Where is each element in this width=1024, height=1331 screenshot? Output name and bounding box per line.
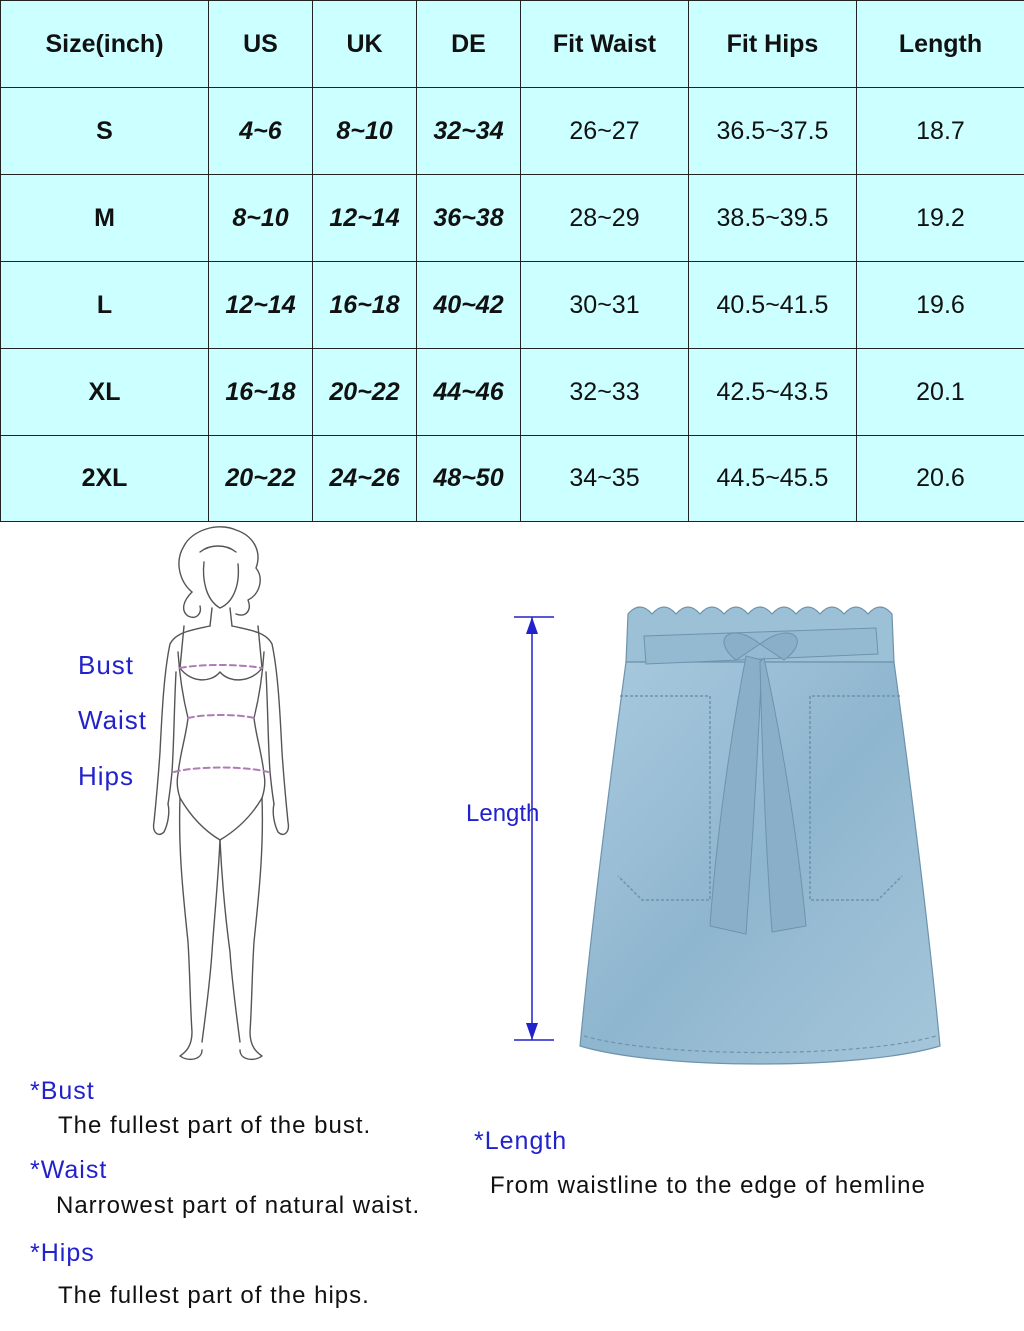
header-uk: UK xyxy=(313,1,417,88)
cell-length: 19.2 xyxy=(857,175,1024,262)
body-figure-illustration xyxy=(140,522,300,1072)
cell-de: 48~50 xyxy=(417,436,521,522)
cell-us: 4~6 xyxy=(209,88,313,175)
cell-de: 40~42 xyxy=(417,262,521,349)
table-row xyxy=(1,349,1024,436)
cell-fit-waist: 28~29 xyxy=(521,175,689,262)
header-us: US xyxy=(209,1,313,88)
cell-de: 44~46 xyxy=(417,349,521,436)
definition-bust-text: The fullest part of the bust. xyxy=(58,1112,372,1139)
cell-size: S xyxy=(1,88,209,175)
cell-size: M xyxy=(1,175,209,262)
cell-uk: 8~10 xyxy=(313,88,417,175)
cell-uk: 24~26 xyxy=(313,436,417,522)
cell-fit-hips: 44.5~45.5 xyxy=(689,436,857,522)
table-row xyxy=(1,175,1024,262)
size-chart-table xyxy=(0,0,1024,522)
cell-size: L xyxy=(1,262,209,349)
cell-length: 20.6 xyxy=(857,436,1024,522)
cell-uk: 16~18 xyxy=(313,262,417,349)
figure-label-hips: Hips xyxy=(78,761,135,791)
cell-uk: 12~14 xyxy=(313,175,417,262)
table-row xyxy=(1,262,1024,349)
cell-de: 36~38 xyxy=(417,175,521,262)
figure-label-waist: Waist xyxy=(78,705,148,735)
cell-us: 12~14 xyxy=(209,262,313,349)
cell-us: 16~18 xyxy=(209,349,313,436)
header-length: Length xyxy=(857,1,1024,88)
header-de: DE xyxy=(417,1,521,88)
cell-de: 32~34 xyxy=(417,88,521,175)
definition-length-title: *Length xyxy=(474,1127,568,1155)
cell-length: 20.1 xyxy=(857,349,1024,436)
cell-fit-waist: 34~35 xyxy=(521,436,689,522)
cell-fit-hips: 36.5~37.5 xyxy=(689,88,857,175)
table-header-row xyxy=(1,1,1024,88)
cell-length: 19.6 xyxy=(857,262,1024,349)
cell-us: 8~10 xyxy=(209,175,313,262)
header-size: Size(inch) xyxy=(1,1,209,88)
table-row xyxy=(1,436,1024,522)
cell-fit-hips: 42.5~43.5 xyxy=(689,349,857,436)
cell-fit-hips: 38.5~39.5 xyxy=(689,175,857,262)
cell-fit-waist: 32~33 xyxy=(521,349,689,436)
definition-hips-text: The fullest part of the hips. xyxy=(58,1282,370,1309)
definition-waist-text: Narrowest part of natural waist. xyxy=(56,1192,421,1219)
header-fit-hips: Fit Hips xyxy=(689,1,857,88)
table-row xyxy=(1,88,1024,175)
cell-uk: 20~22 xyxy=(313,349,417,436)
definition-waist-title: *Waist xyxy=(30,1156,108,1184)
cell-fit-waist: 30~31 xyxy=(521,262,689,349)
header-fit-waist: Fit Waist xyxy=(521,1,689,88)
cell-size: 2XL xyxy=(1,436,209,522)
definition-bust-title: *Bust xyxy=(30,1077,95,1105)
cell-fit-waist: 26~27 xyxy=(521,88,689,175)
cell-us: 20~22 xyxy=(209,436,313,522)
length-label: Length xyxy=(466,800,540,827)
cell-size: XL xyxy=(1,349,209,436)
figure-label-bust: Bust xyxy=(78,650,135,680)
denim-skirt-image xyxy=(560,600,960,1090)
definition-length-text: From waistline to the edge of hemline xyxy=(490,1172,926,1199)
cell-fit-hips: 40.5~41.5 xyxy=(689,262,857,349)
cell-length: 18.7 xyxy=(857,88,1024,175)
definition-hips-title: *Hips xyxy=(30,1239,95,1267)
